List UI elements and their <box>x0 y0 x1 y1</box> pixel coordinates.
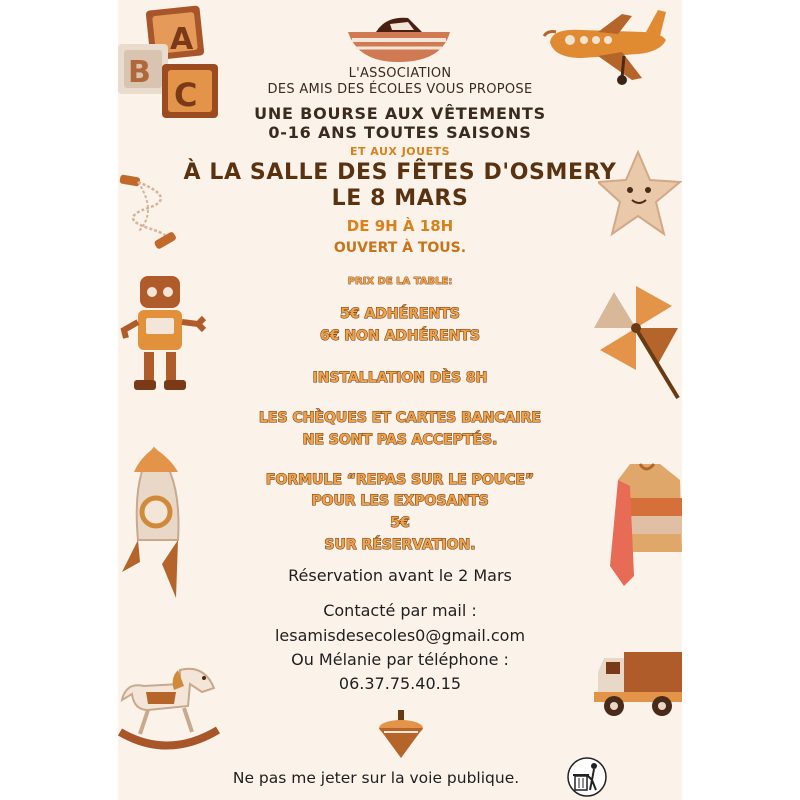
payment-notice-line2: NE SONT PAS ACCEPTÉS. <box>302 432 498 448</box>
opening-hours: DE 9H À 18H <box>346 217 454 235</box>
svg-text:B: B <box>128 55 151 90</box>
event-type-line2: 0-16 ANS TOUTES SAISONS <box>268 123 532 142</box>
svg-text:C: C <box>174 76 198 114</box>
venue-title: À LA SALLE DES FÊTES D'OSMERY <box>183 160 617 185</box>
payment-notice-line1: LES CHÈQUES ET CARTES BANCAIRE <box>259 410 541 426</box>
boat-icon <box>346 12 452 66</box>
email-address[interactable]: lesamisdesecoles0@gmail.com <box>274 626 526 645</box>
reservation-deadline: Réservation avant le 2 Mars <box>288 566 512 585</box>
event-date: LE 8 MARS <box>331 186 469 211</box>
meal-offer-line2: POUR LES EXPOSANTS <box>311 493 489 509</box>
svg-text:A: A <box>170 22 194 57</box>
association-name: DES AMIS DES ÉCOLES VOUS PROPOSE <box>267 82 533 97</box>
footer-notice: Ne pas me jeter sur la voie publique. <box>232 769 520 787</box>
meal-offer-line1: FORMULE “REPAS SUR LE POUCE” <box>265 472 535 488</box>
abc-blocks-icon <box>118 2 223 120</box>
association-line: L'ASSOCIATION <box>348 66 452 81</box>
meal-price: 5€ <box>390 515 410 531</box>
email-label: Contacté par mail : <box>323 601 477 620</box>
open-to-all: OUVERT À TOUS. <box>333 240 467 256</box>
phone-label: Ou Mélanie par téléphone : <box>291 650 509 669</box>
table-price-title: PRIX DE LA TABLE: <box>347 276 453 287</box>
event-poster <box>118 0 682 800</box>
price-members: 5€ ADHÉRENTS <box>340 306 460 322</box>
setup-time: INSTALLATION DÈS 8H <box>312 370 488 386</box>
price-non-members: 6€ NON ADHÉRENTS <box>320 328 480 344</box>
phone-number[interactable]: 06.37.75.40.15 <box>338 674 462 693</box>
event-type-line1: UNE BOURSE AUX VÊTEMENTS <box>254 104 546 123</box>
spinning-top-icon <box>376 710 426 760</box>
meal-reservation: SUR RÉSERVATION. <box>324 537 476 553</box>
event-type-line3: ET AUX JOUETS <box>349 145 451 158</box>
